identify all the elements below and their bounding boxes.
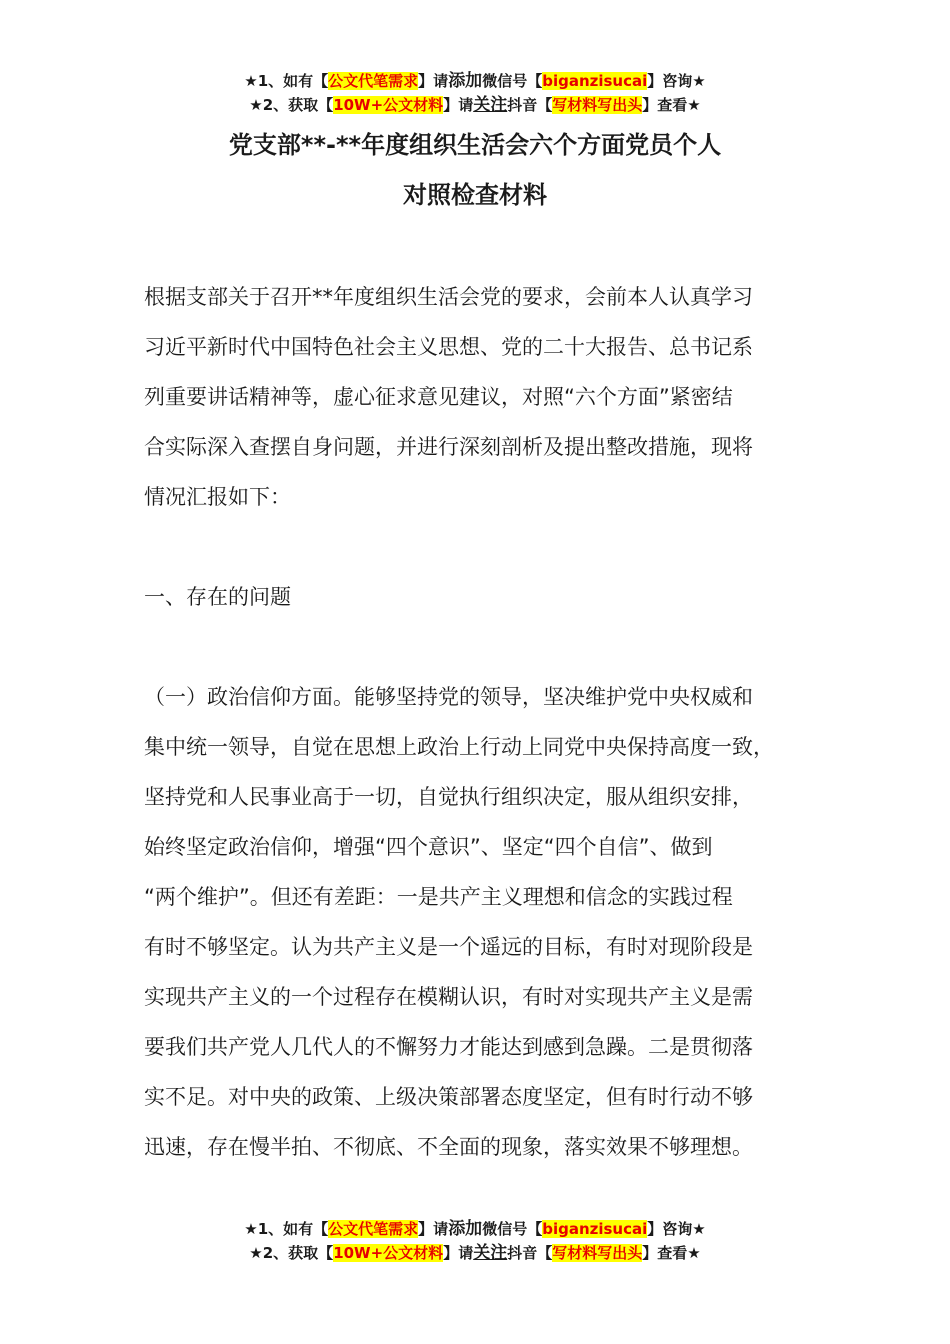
banner-text: 】请: [443, 96, 474, 114]
banner-text: 抖音【: [507, 96, 553, 114]
document-body: [144, 272, 834, 1172]
banner-text: 微信号【: [482, 72, 543, 90]
text-line: 合实际深入查摆自身问题，并进行深刻剖析及提出整改措施，现将: [144, 435, 753, 459]
political-belief-paragraph: [144, 672, 834, 1172]
banner-line-2: [0, 93, 950, 117]
banner-text: 抖音【: [507, 1244, 553, 1262]
banner-text: 】咨询★: [647, 72, 706, 90]
text-line: 坚持党和人民事业高于一切，自觉执行组织决定，服从组织安排，: [144, 785, 753, 809]
banner-text: ★2、获取【: [249, 96, 334, 114]
text-line: 始终坚定政治信仰，增强“四个意识”、坚定“四个自信”、做到: [144, 835, 713, 859]
spacer: [144, 622, 834, 672]
document-title-line-2: 对照检查材料: [403, 181, 547, 209]
text-line: （一）政治信仰方面。能够坚持党的领导，坚决维护党中央权威和: [144, 685, 753, 709]
banner-wechat-id: biganzisucai: [542, 1220, 648, 1238]
banner-text: 】查看★: [642, 96, 701, 114]
text-line: 迅速，存在慢半拍、不彻底、不全面的现象，落实效果不够理想。: [144, 1135, 753, 1159]
banner-text: 】查看★: [642, 1244, 701, 1262]
intro-paragraph: [144, 272, 834, 522]
text-line: 根据支部关于召开**年度组织生活会党的要求，会前本人认真学习: [144, 285, 753, 309]
document-title-line-1: 党支部**-**年度组织生活会六个方面党员个人: [228, 131, 722, 159]
text-line: 实不足。对中央的政策、上级决策部署态度坚定，但有时行动不够: [144, 1085, 753, 1109]
banner-text: ★1、如有【: [244, 72, 329, 90]
footer-banner: [0, 1217, 950, 1265]
header-banner: [0, 69, 950, 117]
banner-line-1: [0, 1217, 950, 1241]
banner-douyin-name: 写材料写出头: [552, 96, 643, 114]
text-line: 列重要讲话精神等，虚心征求意见建议，对照“六个方面”紧密结: [144, 385, 733, 409]
banner-text: ★1、如有【: [244, 1220, 329, 1238]
spacer: [144, 522, 834, 572]
text-line: 习近平新时代中国特色社会主义思想、党的二十大报告、总书记系: [144, 335, 753, 359]
text-line: 要我们共产党人几代人的不懈努力才能达到感到急躁。二是贯彻落: [144, 1035, 753, 1059]
text-line: 实现共产主义的一个过程存在模糊认识，有时对实现共产主义是需: [144, 985, 753, 1009]
banner-text: 】请: [418, 72, 449, 90]
banner-text: ★2、获取【: [249, 1244, 334, 1262]
banner-text: 】咨询★: [647, 1220, 706, 1238]
banner-wechat-id: biganzisucai: [542, 72, 648, 90]
text-line: 情况汇报如下：: [144, 485, 291, 509]
banner-douyin-name: 写材料写出头: [552, 1244, 643, 1262]
banner-line-1: [0, 69, 950, 93]
banner-emphasis: 关注: [473, 95, 508, 115]
section-heading: 一、存在的问题: [144, 585, 291, 609]
text-line: “两个维护”。但还有差距：一是共产主义理想和信念的实践过程: [144, 885, 733, 909]
banner-highlight: 10W+公文材料: [333, 1244, 444, 1262]
banner-highlight: 公文代笔需求: [328, 72, 419, 90]
banner-text: 】请: [418, 1220, 449, 1238]
text-line: 有时不够坚定。认为共产主义是一个遥远的目标，有时对现阶段是: [144, 935, 753, 959]
banner-highlight: 10W+公文材料: [333, 96, 444, 114]
banner-emphasis: 关注: [473, 1243, 508, 1263]
banner-text: 】请: [443, 1244, 474, 1262]
text-line: 集中统一领导，自觉在思想上政治上行动上同党中央保持高度一致，: [144, 735, 774, 759]
banner-text: 微信号【: [482, 1220, 543, 1238]
banner-line-2: [0, 1241, 950, 1265]
banner-highlight: 公文代笔需求: [328, 1220, 419, 1238]
banner-emphasis: 添加: [448, 1219, 483, 1239]
banner-emphasis: 添加: [448, 71, 483, 91]
